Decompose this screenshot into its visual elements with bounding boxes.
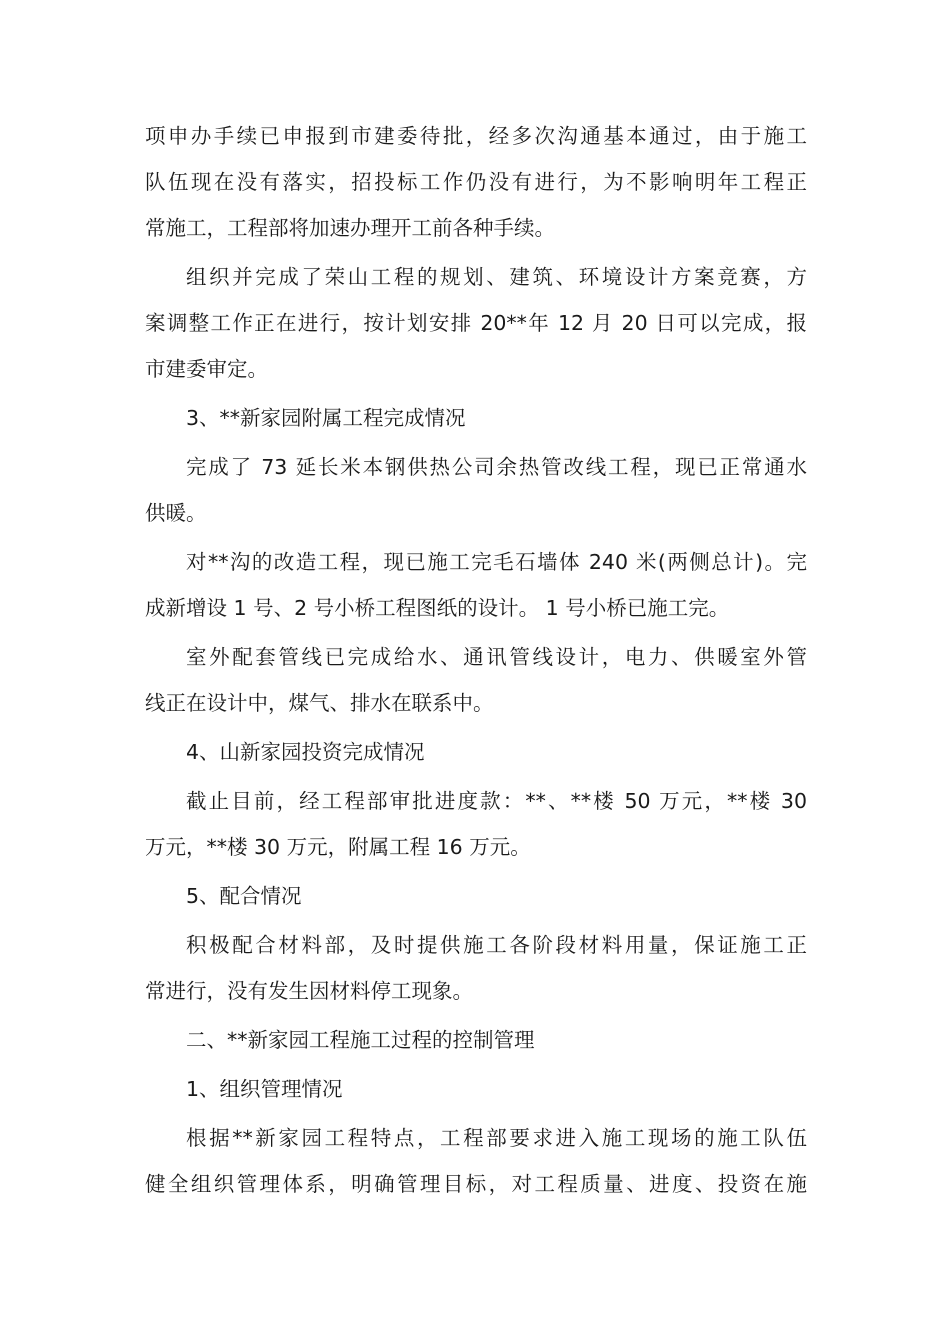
paragraph bbox=[145, 1115, 807, 1207]
section-heading: 二、**新家园工程施工过程的控制管理 bbox=[186, 1028, 535, 1052]
paragraph bbox=[145, 113, 807, 251]
paragraph-line: 供暖。 bbox=[145, 501, 207, 525]
paragraph bbox=[145, 778, 807, 870]
paragraph-line: 成新增设 1 号、2 号小桥工程图纸的设计。 1 号小桥已施工完。 bbox=[145, 596, 730, 620]
paragraph-line: 队伍现在没有落实，招投标工作仍没有进行，为不影响明年工程正 bbox=[145, 170, 807, 194]
paragraph-line: 健全组织管理体系，明确管理目标，对工程质量、进度、投资在施 bbox=[145, 1172, 807, 1196]
section-heading: 1、组织管理情况 bbox=[186, 1077, 343, 1101]
paragraph-line: 常进行，没有发生因材料停工现象。 bbox=[145, 979, 473, 1003]
paragraph-line: 组织并完成了荣山工程的规划、建筑、环境设计方案竞赛，方 bbox=[186, 265, 807, 289]
paragraph bbox=[145, 444, 807, 536]
paragraph-line: 万元，**楼 30 万元，附属工程 16 万元。 bbox=[145, 835, 531, 859]
paragraph-line: 项申办手续已申报到市建委待批，经多次沟通基本通过，由于施工 bbox=[145, 124, 807, 148]
paragraph-line: 积极配合材料部，及时提供施工各阶段材料用量，保证施工正 bbox=[186, 933, 807, 957]
paragraph bbox=[145, 254, 807, 392]
paragraph bbox=[145, 922, 807, 1014]
section-heading: 4、山新家园投资完成情况 bbox=[186, 740, 425, 764]
paragraph-line: 室外配套管线已完成给水、通讯管线设计，电力、供暖室外管 bbox=[186, 645, 807, 669]
paragraph-line: 市建委审定。 bbox=[145, 357, 268, 381]
paragraph-line: 完成了 73 延长米本钢供热公司余热管改线工程，现已正常通水 bbox=[186, 455, 807, 479]
paragraph-line: 常施工，工程部将加速办理开工前各种手续。 bbox=[145, 216, 555, 240]
paragraph bbox=[145, 634, 807, 726]
paragraph-line: 根据**新家园工程特点，工程部要求进入施工现场的施工队伍 bbox=[186, 1126, 807, 1150]
section-heading: 5、配合情况 bbox=[186, 884, 302, 908]
document-body bbox=[145, 113, 807, 1210]
paragraph-line: 案调整工作正在进行，按计划安排 20**年 12 月 20 日可以完成，报 bbox=[145, 311, 807, 335]
paragraph bbox=[145, 539, 807, 631]
paragraph-line: 线正在设计中，煤气、排水在联系中。 bbox=[145, 691, 494, 715]
paragraph-line: 截止目前，经工程部审批进度款：**、**楼 50 万元，**楼 30 bbox=[186, 789, 807, 813]
paragraph-line: 对**沟的改造工程，现已施工完毛石墙体 240 米(两侧总计)。完 bbox=[186, 550, 807, 574]
section-heading: 3、**新家园附属工程完成情况 bbox=[186, 406, 466, 430]
